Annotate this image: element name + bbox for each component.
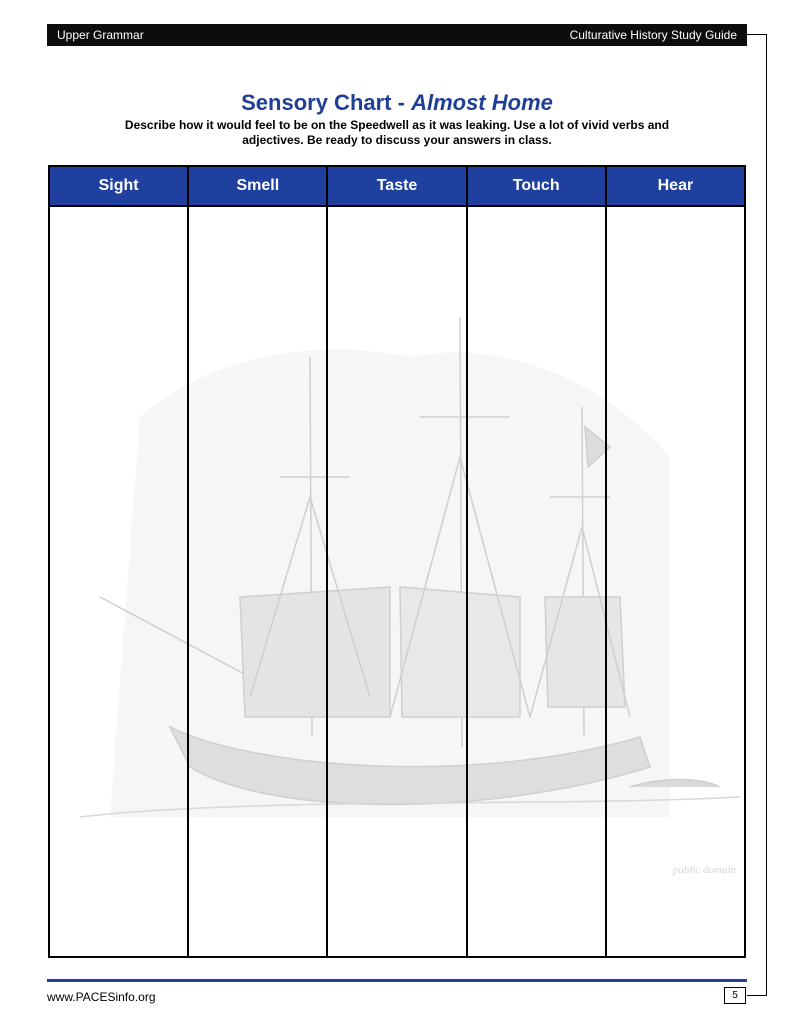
instructions-text: Describe how it would feel to be on the Speedwell as it was leaking. Use a lot of vivid verbs and adjectives. Be ready to discuss your answers in class. (124, 118, 670, 147)
answer-cell-smell[interactable] (189, 207, 328, 956)
header-left-text: Upper Grammar (57, 28, 144, 42)
footer-divider (47, 979, 747, 982)
footer-url[interactable]: www.PACESinfo.org (47, 990, 156, 1004)
header-right-text: Culturative History Study Guide (569, 28, 737, 42)
page-title (0, 90, 794, 116)
answer-cell-sight[interactable] (50, 207, 189, 956)
page-edge-bracket (747, 34, 767, 996)
column-header-smell: Smell (189, 167, 328, 205)
sensory-chart (48, 165, 746, 958)
page-number: 5 (724, 987, 746, 1004)
answer-cell-hear[interactable] (607, 207, 744, 956)
column-header-hear: Hear (657, 177, 694, 194)
image-credit: public domain (672, 864, 736, 876)
answer-cell-taste[interactable] (328, 207, 467, 956)
column-header-taste: Taste (328, 167, 467, 205)
chart-header-row (50, 167, 744, 207)
answer-cell-touch[interactable] (468, 207, 607, 956)
column-header-sight: Sight (50, 167, 189, 205)
title-main: Sensory Chart - (241, 90, 412, 115)
chart-body-row (50, 207, 744, 956)
header-bar (47, 24, 747, 46)
column-header-touch: Touch (468, 167, 607, 205)
title-italic: Almost Home (411, 90, 553, 115)
